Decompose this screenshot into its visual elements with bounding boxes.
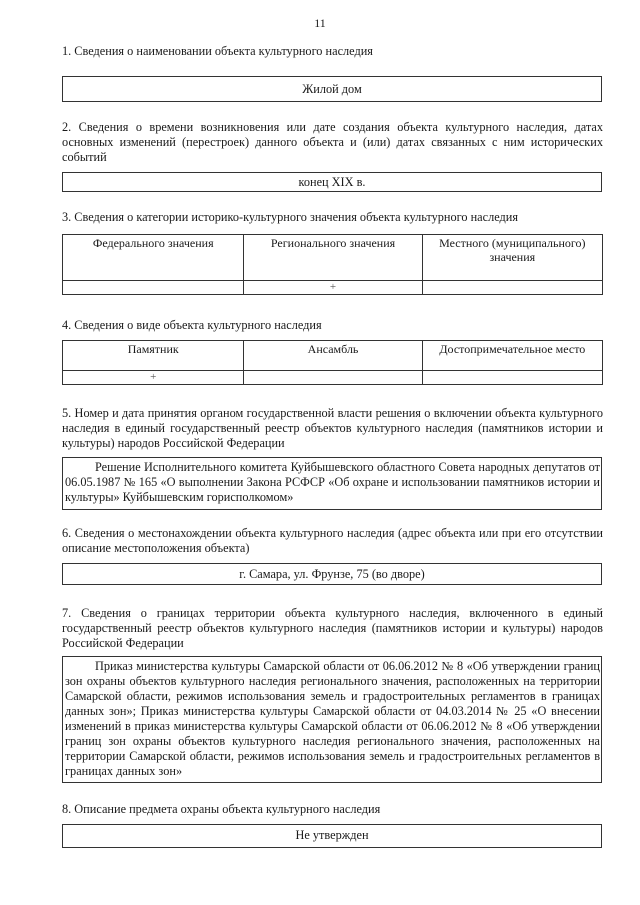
section-6-heading: 6. Сведения о местонахождении объекта культурного наследия (адрес объекта или при его отсутствии описание местоположения объекта) [62,526,603,555]
type-ensemble-value [244,371,422,385]
section-8-value: Не утвержден [62,824,602,848]
category-federal-header: Федерального значения [63,235,244,281]
category-local-value [422,281,602,295]
type-table [62,340,603,385]
type-landmark-header: Достопримечательное место [422,341,602,371]
type-landmark-value [422,371,602,385]
section-2-heading: 2. Сведения о времени возникновения или дате создания объекта культурного наследия, датах основных изменений (перестроек) данного объекта и (или) датах связанных с ним исторических событий [62,120,603,164]
type-monument-header: Памятник [63,341,244,371]
type-monument-value: + [63,371,244,385]
type-ensemble-header: Ансамбль [244,341,422,371]
section-1-heading: 1. Сведения о наименовании объекта культурного наследия [62,44,373,58]
section-2-value: конец XIX в. [62,172,602,192]
section-1-value: Жилой дом [62,76,602,102]
section-8-heading: 8. Описание предмета охраны объекта культурного наследия [62,802,381,816]
category-federal-value [63,281,244,295]
page-number: 11 [314,16,326,30]
section-7-heading: 7. Сведения о границах территории объекта культурного наследия, включенного в единый государственный реестр объектов культурного наследия (памятников истории и культуры) народов Российской Федерации [62,606,603,650]
category-local-header: Местного (муниципального) значения [422,235,602,281]
section-3-heading: 3. Сведения о категории историко-культурного значения объекта культурного наследия [62,210,519,224]
section-5-value [62,457,602,510]
section-7-text: Приказ министерства культуры Самарской области от 06.06.2012 № 8 «Об утверждении границ зон охраны объектов культурного наследия регионального значения, расположенных на территории Самарской области, режимов использования земель и градостроительных регламентов в границах данных зон»; Приказ министерства культуры Самарской области от 04.03.2014 № 25 «О внесении изменений в приказ министерства культуры Самарской области от 06.06.2012 № 8 «Об утверждении границ зон охраны объектов культурного наследия регионального значения, расположенных на территории Самарской области, режимов использования земель и градостроительных регламентов в границах данных зон» [65,659,600,778]
section-4-heading: 4. Сведения о виде объекта культурного наследия [62,318,322,332]
category-table [62,234,603,295]
category-regional-header: Регионального значения [244,235,422,281]
section-7-value [62,656,602,783]
section-6-value: г. Самара, ул. Фрунзе, 75 (во дворе) [62,563,602,585]
section-5-heading: 5. Номер и дата принятия органом государственной власти решения о включении объекта культурного наследия в единый государственный реестр объектов культурного наследия (памятников истории и культуры) народов Российской Федерации [62,406,603,450]
category-regional-value: + [244,281,422,295]
section-5-text: Решение Исполнительного комитета Куйбышевского областного Совета народных депутатов от 06.05.1987 № 165 «О выполнении Закона РСФСР «Об охране и использовании памятников истории и культуры» Куйбышевским горисполкомом» [65,460,600,504]
